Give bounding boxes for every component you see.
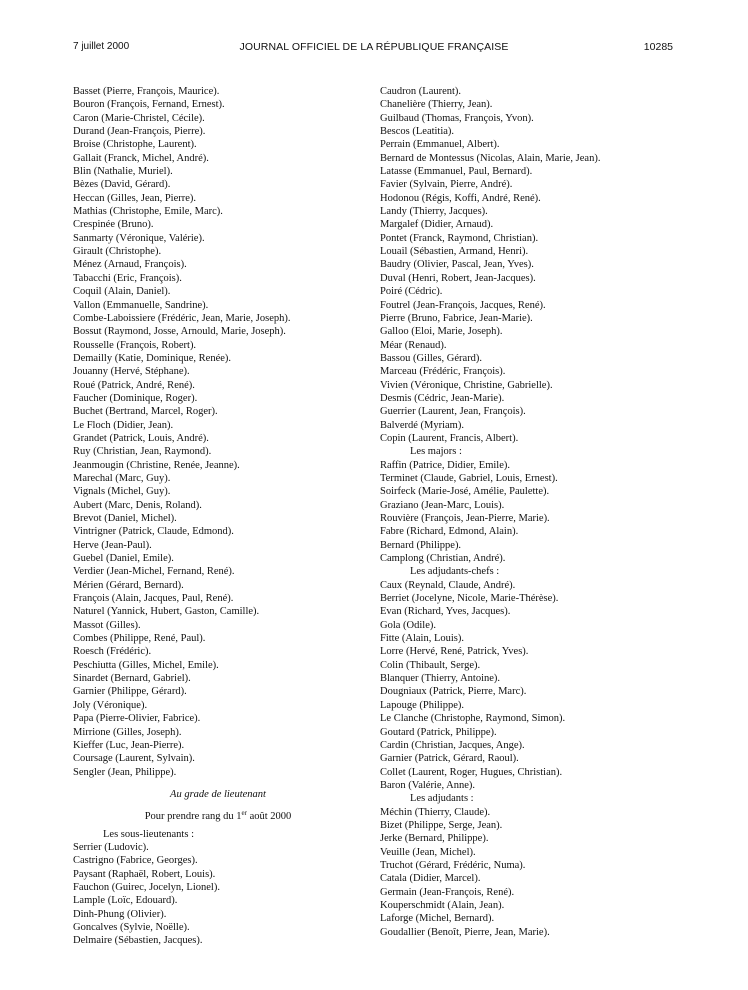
list-item: Vivien (Véronique, Christine, Gabrielle). <box>380 379 553 391</box>
list-item: Kieffer (Luc, Jean-Pierre). <box>73 739 185 751</box>
list-item: Peschiutta (Gilles, Michel, Emile). <box>73 659 219 671</box>
list-item: Tabacchi (Eric, François). <box>73 272 182 284</box>
list-item: Combe-Laboissiere (Frédéric, Jean, Marie, Joseph). <box>73 312 291 324</box>
list-item: Massot (Gilles). <box>73 619 141 631</box>
list-item: Le Clanche (Christophe, Raymond, Simon). <box>380 713 566 725</box>
list-item: Baudry (Olivier, Pascal, Jean, Yves). <box>380 259 534 271</box>
list-item: Marceau (Frédéric, François). <box>380 366 506 378</box>
list-item: Broise (Christophe, Laurent). <box>73 139 197 151</box>
list-item: Roué (Patrick, André, René). <box>73 379 195 391</box>
list-item: Vintrigner (Patrick, Claude, Edmond). <box>73 526 234 538</box>
list-item: Louail (Sébastien, Armand, Henri). <box>380 246 529 258</box>
list-item: Perrain (Emmanuel, Albert). <box>380 139 500 151</box>
list-item: Fitte (Alain, Louis). <box>380 633 464 645</box>
sous-lieutenants-heading: Les sous-lieutenants : <box>103 828 194 840</box>
list-item: Heccan (Gilles, Jean, Pierre). <box>73 192 197 204</box>
list-item: Latasse (Emmanuel, Paul, Bernard). <box>380 166 533 178</box>
list-item: Pontet (Franck, Raymond, Christian). <box>380 232 539 244</box>
list-item: Faucher (Dominique, Roger). <box>73 392 198 404</box>
list-item: Durand (Jean-François, Pierre). <box>73 126 206 138</box>
list-item: Verdier (Jean-Michel, Fernand, René). <box>73 566 235 578</box>
rang-line <box>73 807 363 823</box>
list-item: Girault (Christophe). <box>73 246 162 258</box>
list-item: Aubert (Marc, Denis, Roland). <box>73 499 202 511</box>
list-item: Dougniaux (Patrick, Pierre, Marc). <box>380 686 527 698</box>
list-item: Gallait (Franck, Michel, André). <box>73 152 209 164</box>
list-item: Mérien (Gérard, Bernard). <box>73 579 184 591</box>
list-item: Berriet (Jocelyne, Nicole, Marie-Thérèse). <box>380 593 559 605</box>
list-item: Joly (Véronique). <box>73 699 148 711</box>
right-column <box>380 85 680 939</box>
list-item: Gola (Odile). <box>380 619 436 631</box>
list-item: François (Alain, Jacques, Paul, René). <box>73 593 234 605</box>
list-item: Bernard de Montessus (Nicolas, Alain, Marie, Jean). <box>380 152 601 164</box>
list-item: Goudallier (Benoît, Pierre, Jean, Marie). <box>380 926 550 938</box>
list-item: Lample (Loïc, Edouard). <box>73 895 178 907</box>
list-item: Fauchon (Guirec, Jocelyn, Lionel). <box>73 881 220 893</box>
majors-heading: Les majors : <box>410 446 462 458</box>
list-item: Jeanmougin (Christine, Renée, Jeanne). <box>73 459 240 471</box>
list-item: Ruy (Christian, Jean, Raymond). <box>73 446 212 458</box>
list-item: Paysant (Raphaël, Robert, Louis). <box>73 868 216 880</box>
list-item: Mathias (Christophe, Emile, Marc). <box>73 206 223 218</box>
adjudants-chefs-list <box>380 579 680 793</box>
list-item: Balverdé (Myriam). <box>380 419 464 431</box>
list-item: Jouanny (Hervé, Stéphane). <box>73 366 190 378</box>
adjudants-heading: Les adjudants : <box>410 793 474 805</box>
list-item: Herve (Jean-Paul). <box>73 539 152 551</box>
list-item: Bescos (Leatitia). <box>380 126 455 138</box>
list-item: Copin (Laurent, Francis, Albert). <box>380 432 519 444</box>
list-item: Sinardet (Bernard, Gabriel). <box>73 673 191 685</box>
list-item: Bernard (Philippe). <box>380 539 462 551</box>
list-item: Foutrel (Jean-François, Jacques, René). <box>380 299 546 311</box>
list-item: Germain (Jean-François, René). <box>380 886 515 898</box>
rang-before: Pour prendre rang du 1 <box>144 811 242 823</box>
list-item: Hodonou (Régis, Koffi, André, René). <box>380 192 541 204</box>
list-item: Guilbaud (Thomas, François, Yvon). <box>380 112 534 124</box>
list-item: Bouron (François, Fernand, Ernest). <box>73 99 225 111</box>
list-item: Raffin (Patrice, Didier, Emile). <box>380 459 511 471</box>
list-item: Sanmarty (Véronique, Valérie). <box>73 232 205 244</box>
rang-after: août 2000 <box>246 811 292 823</box>
list-item: Ménez (Arnaud, François). <box>73 259 187 271</box>
list-item: Le Floch (Didier, Jean). <box>73 419 174 431</box>
list-item: Serrier (Ludovic). <box>73 841 149 853</box>
list-item: Lorre (Hervé, René, Patrick, Yves). <box>380 646 529 658</box>
list-item: Veuille (Jean, Michel). <box>380 846 476 858</box>
list-item: Cardin (Christian, Jacques, Ange). <box>380 739 525 751</box>
list-item: Coquil (Alain, Daniel). <box>73 286 171 298</box>
list-item: Castrigno (Fabrice, Georges). <box>73 855 198 867</box>
list-item: Guerrier (Laurent, Jean, François). <box>380 406 526 418</box>
list-item: Galloo (Eloi, Marie, Joseph). <box>380 326 503 338</box>
list-item: Méar (Renaud). <box>380 339 447 351</box>
list-item: Camplong (Christian, André). <box>380 553 506 565</box>
list-item: Roesch (Frédéric). <box>73 646 152 658</box>
list-item: Fabre (Richard, Edmond, Alain). <box>380 526 519 538</box>
page-header <box>0 41 748 55</box>
list-item: Lapouge (Philippe). <box>380 699 464 711</box>
list-item: Jerke (Bernard, Philippe). <box>380 833 489 845</box>
list-item: Bossut (Raymond, Josse, Arnould, Marie, Joseph). <box>73 326 286 338</box>
list-item: Colin (Thibault, Serge). <box>380 659 481 671</box>
list-item: Delmaire (Sébastien, Jacques). <box>73 935 203 947</box>
list-item: Papa (Pierre-Olivier, Fabrice). <box>73 713 201 725</box>
header-page-number: 10285 <box>643 41 673 53</box>
list-item: Landy (Thierry, Jacques). <box>380 206 488 218</box>
list-item: Soirfeck (Marie-José, Amélie, Paulette). <box>380 486 550 498</box>
list-item: Truchot (Gérard, Frédéric, Numa). <box>380 859 526 871</box>
list-item: Pierre (Bruno, Fabrice, Jean-Marie). <box>380 312 533 324</box>
list-item: Goutard (Patrick, Philippe). <box>380 726 497 738</box>
majors-list <box>380 459 680 566</box>
list-item: Graziano (Jean-Marc, Louis). <box>380 499 505 511</box>
list-item: Blin (Nathalie, Muriel). <box>73 166 173 178</box>
list-item: Méchin (Thierry, Claude). <box>380 806 491 818</box>
list-item: Goncalves (Sylvie, Noëlle). <box>73 921 190 933</box>
list-item: Caux (Reynald, Claude, André). <box>380 579 516 591</box>
list-item: Poiré (Cédric). <box>380 286 443 298</box>
list-item: Rousselle (François, Robert). <box>73 339 197 351</box>
right-list-1 <box>380 85 680 445</box>
list-item: Marechal (Marc, Guy). <box>73 472 171 484</box>
list-item: Terminet (Claude, Gabriel, Louis, Ernest). <box>380 472 558 484</box>
list-item: Sengler (Jean, Philippe). <box>73 766 177 778</box>
header-date: 7 juillet 2000 <box>73 41 130 52</box>
list-item: Mirrione (Gilles, Joseph). <box>73 726 182 738</box>
list-item: Blanquer (Thierry, Antoine). <box>380 673 501 685</box>
list-item: Rouvière (François, Jean-Pierre, Marie). <box>380 513 550 524</box>
list-item: Brevot (Daniel, Michel). <box>73 513 177 524</box>
list-item: Garnier (Philippe, Gérard). <box>73 686 187 698</box>
list-item: Evan (Richard, Yves, Jacques). <box>380 606 511 618</box>
list-item: Crespinée (Bruno). <box>73 219 154 231</box>
list-item: Kouperschmidt (Alain, Jean). <box>380 899 505 911</box>
list-item: Basset (Pierre, François, Maurice). <box>73 86 220 97</box>
list-item: Guebel (Daniel, Emile). <box>73 553 174 565</box>
list-item: Caudron (Laurent). <box>380 86 462 97</box>
list-item: Duval (Henri, Robert, Jean-Jacques). <box>380 272 536 284</box>
left-list-1 <box>73 85 363 779</box>
list-item: Grandet (Patrick, Louis, André). <box>73 432 209 444</box>
list-item: Chanelière (Thierry, Jean). <box>380 99 493 111</box>
list-item: Catala (Didier, Marcel). <box>380 873 481 885</box>
grade-heading: Au grade de lieutenant <box>170 788 266 800</box>
list-item: Laforge (Michel, Bernard). <box>380 913 495 925</box>
adjudants-chefs-heading: Les adjudants-chefs : <box>410 566 500 578</box>
list-item: Margalef (Didier, Arnaud). <box>380 219 494 231</box>
list-item: Baron (Valérie, Anne). <box>380 779 476 791</box>
list-item: Vallon (Emmanuelle, Sandrine). <box>73 299 209 311</box>
left-column <box>73 85 363 948</box>
list-item: Favier (Sylvain, Pierre, André). <box>380 179 513 191</box>
list-item: Bizet (Philippe, Serge, Jean). <box>380 819 503 831</box>
header-title: JOURNAL OFFICIEL DE LA RÉPUBLIQUE FRANÇAISE <box>239 41 509 53</box>
list-item: Combes (Philippe, René, Paul). <box>73 633 206 645</box>
list-item: Collet (Laurent, Roger, Hugues, Christian). <box>380 766 563 778</box>
list-item: Coursage (Laurent, Sylvain). <box>73 753 195 765</box>
list-item: Garnier (Patrick, Gérard, Raoul). <box>380 753 519 765</box>
list-item: Demailly (Katie, Dominique, Renée). <box>73 352 232 364</box>
adjudants-list <box>380 806 680 939</box>
list-item: Naturel (Yannick, Hubert, Gaston, Camille). <box>73 606 260 618</box>
list-item: Buchet (Bertrand, Marcel, Roger). <box>73 406 218 418</box>
list-item: Bèzes (David, Gérard). <box>73 179 171 191</box>
rang-superscript: er <box>241 809 247 818</box>
list-item: Desmis (Cédric, Jean-Marie). <box>380 392 505 404</box>
list-item: Bassou (Gilles, Gérard). <box>380 352 483 364</box>
list-item: Caron (Marie-Christel, Cécile). <box>73 112 205 124</box>
list-item: Vignals (Michel, Guy). <box>73 486 171 498</box>
list-item: Dinh-Phung (Olivier). <box>73 908 167 920</box>
left-list-2 <box>73 841 363 948</box>
